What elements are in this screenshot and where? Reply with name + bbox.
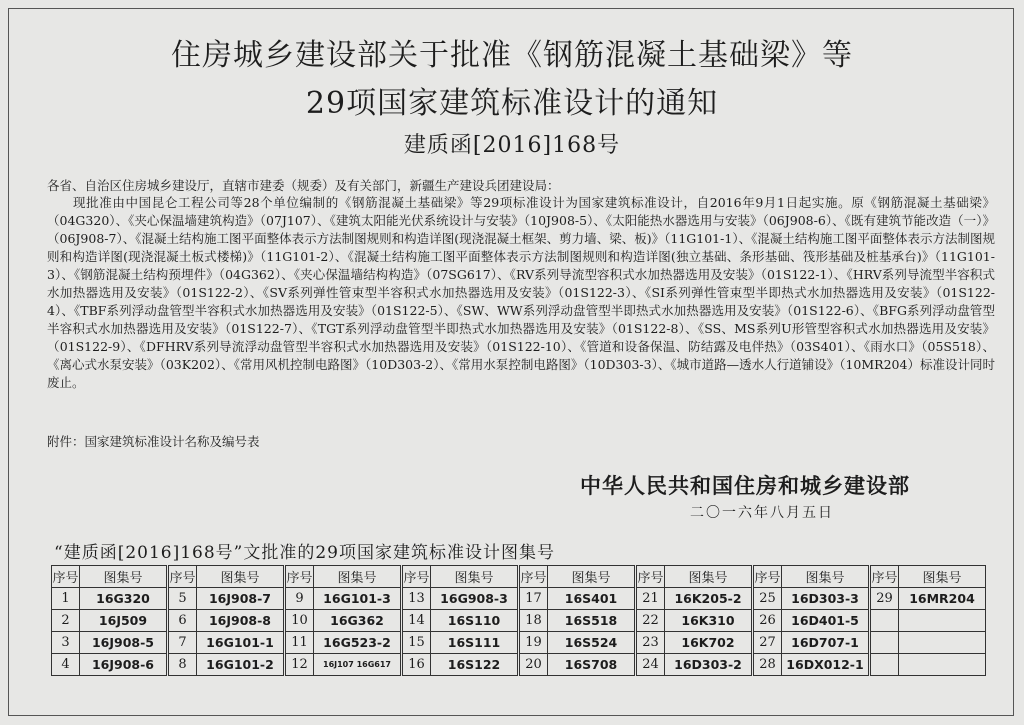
seq-cell: 28 xyxy=(753,654,782,676)
seq-cell: 9 xyxy=(285,588,314,610)
seq-cell: 27 xyxy=(753,632,782,654)
seq-cell xyxy=(870,654,899,676)
seq-cell: 1 xyxy=(52,588,80,610)
seq-cell: 3 xyxy=(52,632,80,654)
seq-cell: 29 xyxy=(870,588,899,610)
seq-cell: 17 xyxy=(519,588,548,610)
header-atlas-number: 图集号 xyxy=(314,566,402,588)
issue-date: 二〇一六年八月五日 xyxy=(690,505,834,521)
atlas-number-cell xyxy=(899,654,986,676)
atlas-number-cell: 16D401-5 xyxy=(782,610,870,632)
seq-cell: 22 xyxy=(636,610,665,632)
atlas-number-cell: 16S401 xyxy=(548,588,636,610)
seq-cell: 13 xyxy=(402,588,431,610)
seq-cell: 6 xyxy=(168,610,197,632)
header-atlas-number: 图集号 xyxy=(197,566,285,588)
atlas-number-cell: 16J107 16G617 xyxy=(314,654,402,676)
atlas-number-cell: 16G101-2 xyxy=(197,654,285,676)
table-row xyxy=(52,632,986,654)
header-seq: 序号 xyxy=(753,566,782,588)
seq-cell: 15 xyxy=(402,632,431,654)
atlas-number-cell xyxy=(899,610,986,632)
atlas-number-cell: 16S110 xyxy=(431,610,519,632)
attachment-line: 附件：国家建筑标准设计名称及编号表 xyxy=(47,434,260,449)
document-number: 建质函[2016]168号 xyxy=(403,133,621,158)
atlas-number-cell xyxy=(899,632,986,654)
atlas-number-cell: 16K205-2 xyxy=(665,588,753,610)
header-seq: 序号 xyxy=(636,566,665,588)
atlas-number-cell: 16DX012-1 xyxy=(782,654,870,676)
header-seq: 序号 xyxy=(168,566,197,588)
seq-cell: 16 xyxy=(402,654,431,676)
title-line-2: 29项国家建筑标准设计的通知 xyxy=(305,86,719,121)
atlas-number-cell: 16G320 xyxy=(80,588,168,610)
header-atlas-number: 图集号 xyxy=(431,566,519,588)
table-caption: “建质函[2016]168号”文批准的29项国家建筑标准设计图集号 xyxy=(54,543,555,563)
header-seq: 序号 xyxy=(870,566,899,588)
seq-cell: 24 xyxy=(636,654,665,676)
header-seq: 序号 xyxy=(402,566,431,588)
atlas-number-cell: 16S122 xyxy=(431,654,519,676)
header-atlas-number: 图集号 xyxy=(548,566,636,588)
seq-cell: 5 xyxy=(168,588,197,610)
seq-cell xyxy=(870,632,899,654)
atlas-number-cell: 16G523-2 xyxy=(314,632,402,654)
atlas-number-table xyxy=(51,565,986,676)
header-seq: 序号 xyxy=(519,566,548,588)
title-line-1: 住房城乡建设部关于批准《钢筋混凝土基础梁》等 xyxy=(171,38,853,73)
atlas-number-cell: 16G101-3 xyxy=(314,588,402,610)
table-row xyxy=(52,588,986,610)
seq-cell: 25 xyxy=(753,588,782,610)
atlas-number-cell: 16D303-3 xyxy=(782,588,870,610)
salutation: 各省、自治区住房城乡建设厅，直辖市建委（规委）及有关部门，新疆生产建设兵团建设局： xyxy=(47,178,560,193)
table-header-row xyxy=(52,566,986,588)
header-seq: 序号 xyxy=(52,566,80,588)
header-atlas-number: 图集号 xyxy=(899,566,986,588)
seq-cell: 12 xyxy=(285,654,314,676)
atlas-number-cell: 16D303-2 xyxy=(665,654,753,676)
atlas-number-cell: 16D707-1 xyxy=(782,632,870,654)
seq-cell: 26 xyxy=(753,610,782,632)
atlas-number-cell: 16K310 xyxy=(665,610,753,632)
seq-cell: 10 xyxy=(285,610,314,632)
seq-cell: 19 xyxy=(519,632,548,654)
seq-cell: 7 xyxy=(168,632,197,654)
notice-body: 现批准由中国昆仑工程公司等28个单位编制的《钢筋混凝土基础梁》等29项标准设计为国家建筑标准设计，自2016年9月1日起实施。原《钢筋混凝土基础梁》（04G320）、《夹心保温墙建筑构造》（07J107）、《建筑太阳能光伏系统设计与安装》（10J908-5）、《太阳能热水器选用与安装》（06J908-6）、《既有建筑节能改造（一）》（06J908-7）、《混凝土结构施工图平面整体表示方法制图规则和构造详图(现浇混凝土框架、剪力墙、梁、板)》（11G101-1）、《混凝土结构施工图平面整体表示方法制图规则和构造详图(现浇混凝土板式楼梯)》（11G101-2）、《混凝土结构施工图平面整体表示方法制图规则和构造详图(独立基础、条形基础、筏形基础及桩基承台)》（11G101-3）、《钢筋混凝土结构预埋件》（04G362）、《夹心保温墙结构构造》（07SG617）、《RV系列导流型容积式水加热器选用及安装》（01S122-1）、《HRV系列导流型半容积式水加热器选用及安装》（01S122-2）、《SV系列弹性管束型半容积式水加热器选用及安装》（01S122-3）、《SI系列弹性管束型半即热式水加热器选用及安装》（01S122-4）、《TBF系列浮动盘管型半容积式水加热器选用及安装》（01S122-5）、《SW、WW系列浮动盘管型半即热式水加热器选用及安装》（01S122-6）、《BFG系列浮动盘管型半容积式水加热器选用及安装》（01S122-7）、《TGT系列浮动盘管型半即热式水加热器选用及安装》（01S122-8）、《SS、MS系列U形管型容积式水加热器选用及安装》（01S122-9）、《DFHRV系列导流浮动盘管型半容积式水加热器选用及安装》（01S122-10）、《管道和设备保温、防结露及电伴热》（03S401）、《雨水口》（05S518）、《离心式水泵安装》（03K202）、《常用风机控制电路图》（10D303-2）、《常用水泵控制电路图》（10D303-3）、《城市道路—透水人行道铺设》（10MR204）标准设计同时废止。 xyxy=(47,195,995,390)
seq-cell xyxy=(870,610,899,632)
seq-cell: 21 xyxy=(636,588,665,610)
atlas-number-cell: 16J509 xyxy=(80,610,168,632)
table-row xyxy=(52,610,986,632)
atlas-number-cell: 16S518 xyxy=(548,610,636,632)
atlas-number-cell: 16J908-5 xyxy=(80,632,168,654)
seq-cell: 20 xyxy=(519,654,548,676)
header-atlas-number: 图集号 xyxy=(782,566,870,588)
atlas-number-cell: 16S708 xyxy=(548,654,636,676)
atlas-number-cell: 16K702 xyxy=(665,632,753,654)
atlas-number-cell: 16G908-3 xyxy=(431,588,519,610)
atlas-number-cell: 16G101-1 xyxy=(197,632,285,654)
atlas-number-cell: 16J908-6 xyxy=(80,654,168,676)
header-atlas-number: 图集号 xyxy=(665,566,753,588)
atlas-number-cell: 16G362 xyxy=(314,610,402,632)
table-row xyxy=(52,654,986,676)
seq-cell: 14 xyxy=(402,610,431,632)
seq-cell: 2 xyxy=(52,610,80,632)
atlas-number-cell: 16S111 xyxy=(431,632,519,654)
atlas-number-cell: 16S524 xyxy=(548,632,636,654)
issuing-organization: 中华人民共和国住房和城乡建设部 xyxy=(580,474,910,498)
atlas-number-cell: 16MR204 xyxy=(899,588,986,610)
seq-cell: 8 xyxy=(168,654,197,676)
atlas-number-cell: 16J908-8 xyxy=(197,610,285,632)
seq-cell: 11 xyxy=(285,632,314,654)
seq-cell: 23 xyxy=(636,632,665,654)
header-atlas-number: 图集号 xyxy=(80,566,168,588)
atlas-number-cell: 16J908-7 xyxy=(197,588,285,610)
seq-cell: 18 xyxy=(519,610,548,632)
seq-cell: 4 xyxy=(52,654,80,676)
header-seq: 序号 xyxy=(285,566,314,588)
